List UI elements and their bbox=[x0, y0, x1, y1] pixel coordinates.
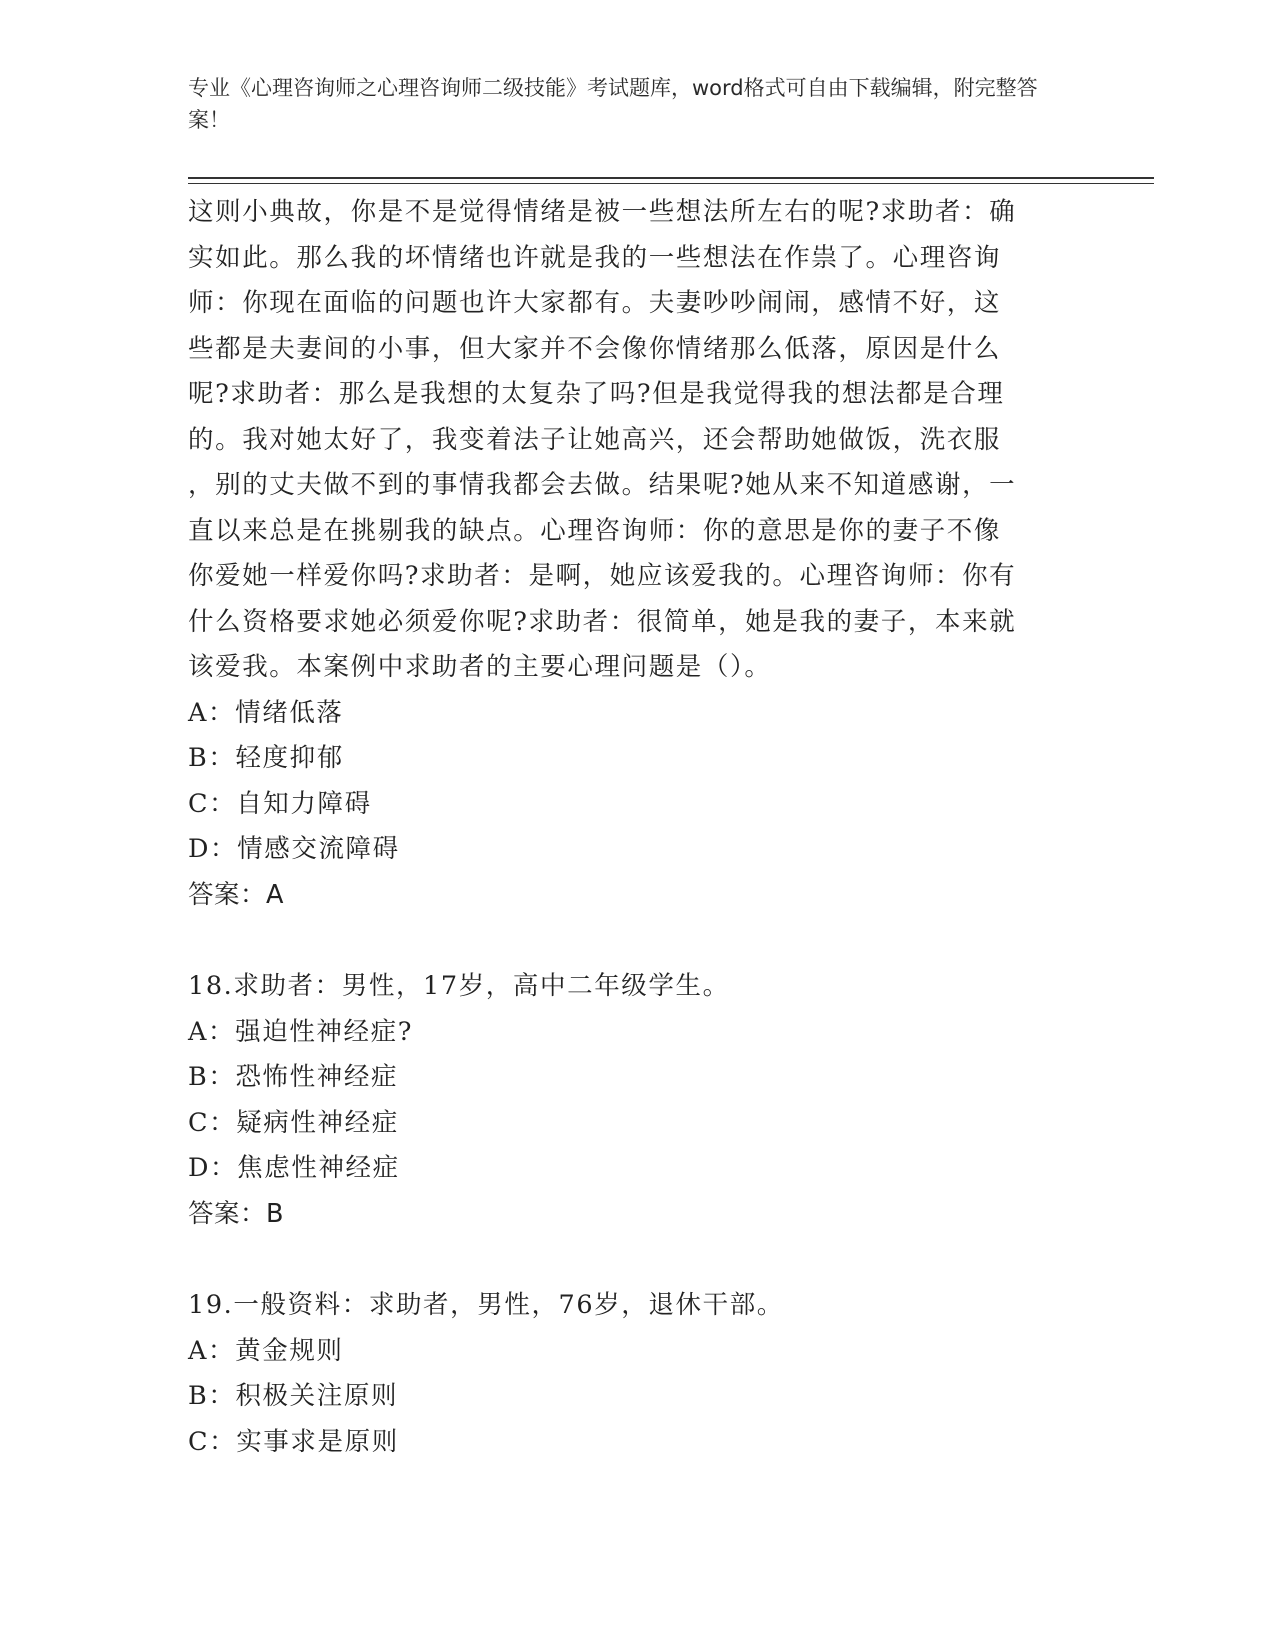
question-stem-line: 这则小典故，你是不是觉得情绪是被一些想法所左右的呢?求助者：确 bbox=[188, 197, 1017, 227]
answer-line: 答案：A bbox=[188, 879, 284, 910]
question-stem-line: 直以来总是在挑剔我的缺点。心理咨询师：你的意思是你的妻子不像 bbox=[188, 515, 1002, 546]
option-a: A：强迫性神经症? bbox=[188, 1016, 413, 1047]
option-b: B：轻度抑郁 bbox=[188, 743, 344, 773]
question-17 bbox=[188, 190, 1078, 918]
question-stem-line: 实如此。那么我的坏情绪也许就是我的一些想法在作祟了。心理咨询 bbox=[188, 242, 1002, 273]
question-18 bbox=[188, 964, 1078, 1237]
question-content bbox=[188, 190, 1078, 1465]
question-stem-line: 你爱她一样爱你吗?求助者：是啊，她应该爱我的。心理咨询师：你有 bbox=[188, 561, 1017, 591]
question-stem-line: 呢?求助者：那么是我想的太复杂了吗?但是我觉得我的想法都是合理 bbox=[188, 379, 1005, 409]
option-c: C：疑病性神经症 bbox=[188, 1107, 399, 1138]
header-title: 专业《心理咨询师之心理咨询师二级技能》考试题库，word格式可自由下载编辑，附完整答案！ bbox=[188, 76, 1038, 132]
option-b: B：恐怖性神经症 bbox=[188, 1062, 399, 1092]
option-a: A：情绪低落 bbox=[188, 697, 344, 728]
question-stem-line: 的。我对她太好了，我变着法子让她高兴，还会帮助她做饭，洗衣服 bbox=[188, 424, 1002, 455]
spacer bbox=[188, 1237, 1078, 1283]
question-stem-line: ，别的丈夫做不到的事情我都会去做。结果呢?她从来不知道感谢，一 bbox=[188, 470, 1017, 500]
header-divider bbox=[188, 177, 1154, 184]
option-c: C：实事求是原则 bbox=[188, 1426, 399, 1457]
document-header bbox=[188, 72, 1068, 136]
question-stem-line: 些都是夫妻间的小事，但大家并不会像你情绪那么低落，原因是什么 bbox=[188, 333, 1002, 364]
spacer bbox=[188, 918, 1078, 964]
option-d: D：焦虑性神经症 bbox=[188, 1153, 400, 1183]
option-a: A：黄金规则 bbox=[188, 1335, 344, 1366]
option-b: B：积极关注原则 bbox=[188, 1381, 399, 1411]
question-title: 19.一般资料：求助者，男性，76岁，退休干部。 bbox=[188, 1290, 784, 1320]
question-stem-line: 该爱我。本案例中求助者的主要心理问题是（）。 bbox=[188, 652, 772, 682]
answer-line: 答案：B bbox=[188, 1198, 284, 1229]
option-d: D：情感交流障碍 bbox=[188, 834, 400, 864]
question-stem-line: 什么资格要求她必须爱你呢?求助者：很简单，她是我的妻子，本来就 bbox=[188, 606, 1017, 637]
question-stem-line: 师：你现在面临的问题也许大家都有。夫妻吵吵闹闹，感情不好，这 bbox=[188, 288, 1002, 318]
question-19 bbox=[188, 1283, 1078, 1465]
question-title: 18.求助者：男性，17岁，高中二年级学生。 bbox=[188, 971, 730, 1001]
option-c: C：自知力障碍 bbox=[188, 788, 372, 819]
